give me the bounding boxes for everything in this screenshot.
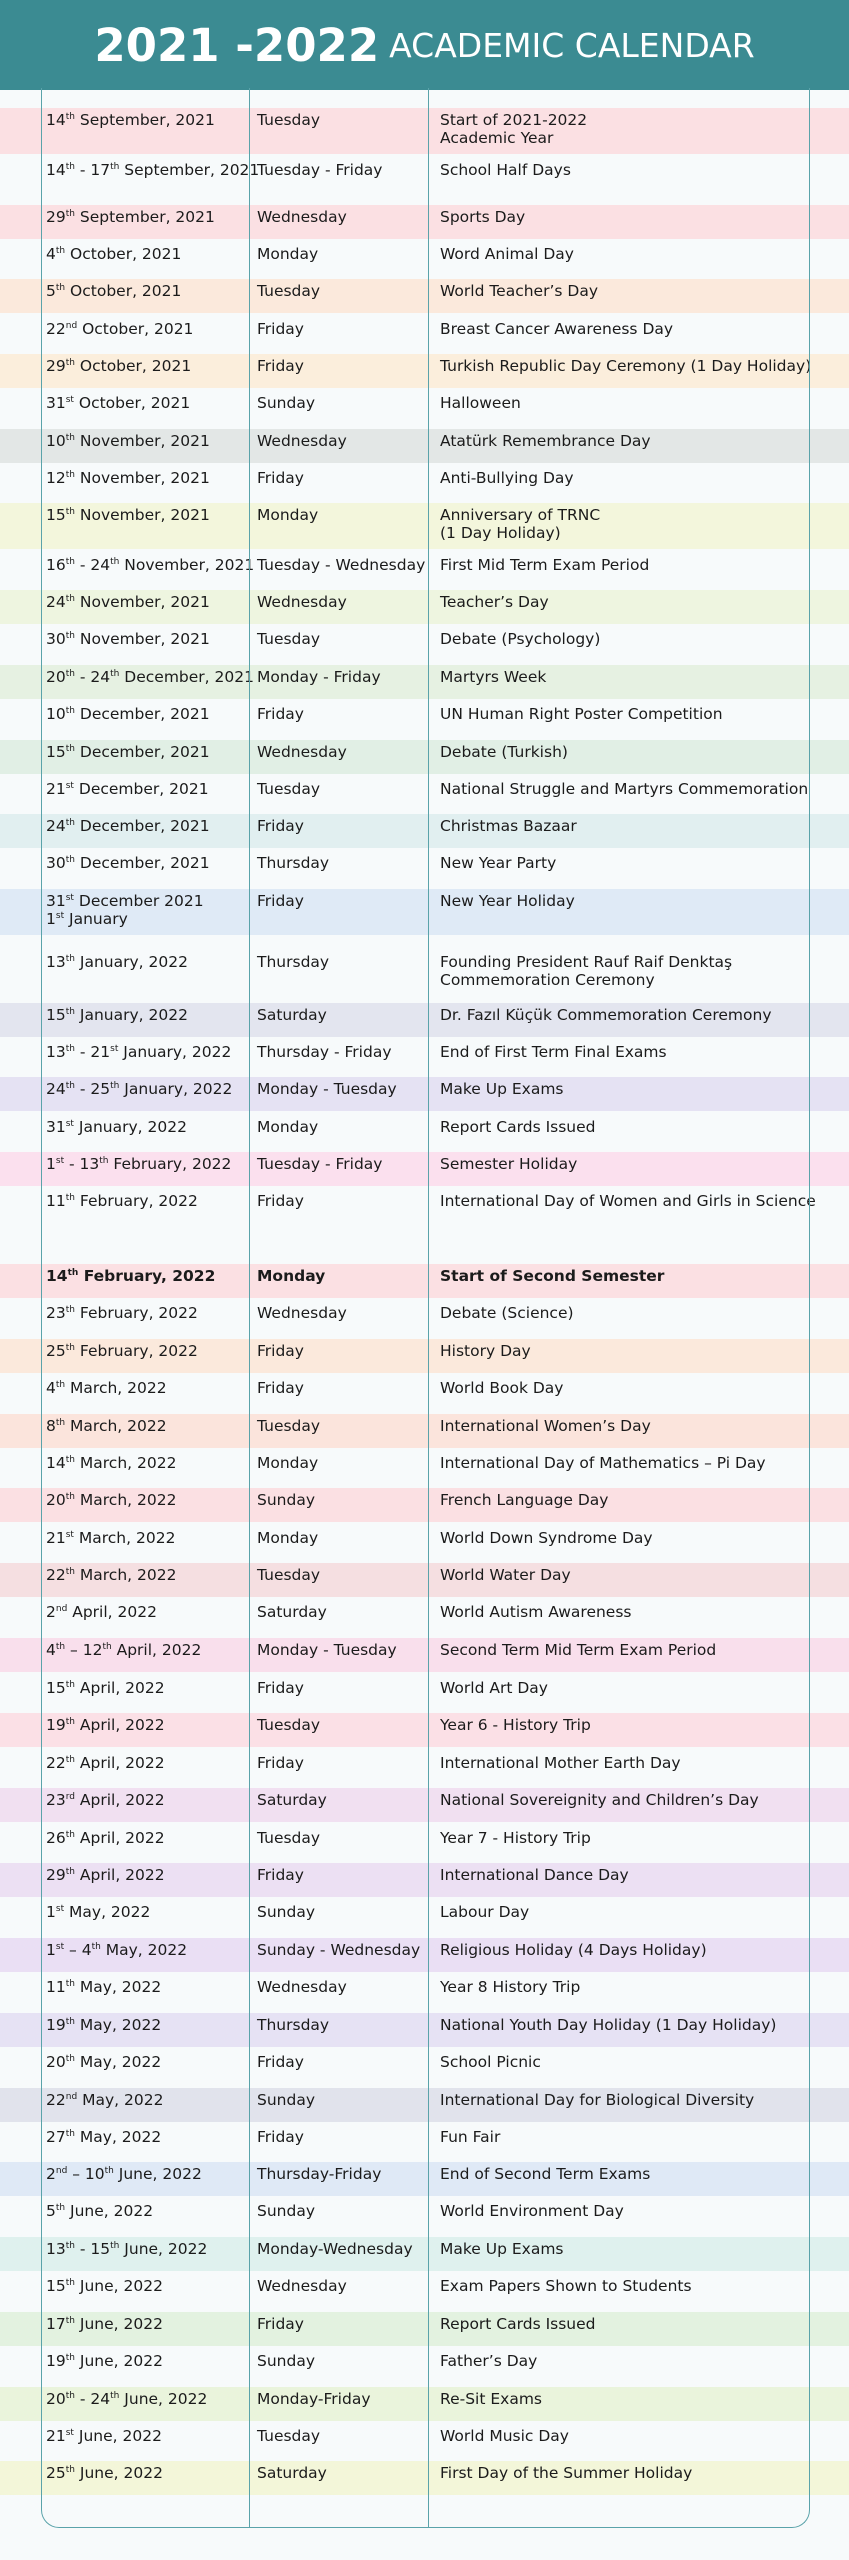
date-cell: 20th - 24th December, 2021 (46, 668, 254, 686)
day-cell: Friday (257, 1866, 304, 1884)
date-cell: 14th September, 2021 (46, 111, 215, 129)
table-row (0, 665, 849, 699)
event-cell: Debate (Science) (440, 1304, 574, 1322)
table-row (0, 2088, 849, 2122)
event-cell: Start of 2021-2022 Academic Year (440, 111, 588, 147)
date-cell: 13th January, 2022 (46, 953, 188, 971)
date-cell: 22th March, 2022 (46, 1566, 177, 1584)
date-cell: 10th November, 2021 (46, 432, 210, 450)
header-subtitle: ACADEMIC CALENDAR (389, 25, 755, 65)
event-cell: Father’s Day (440, 2352, 538, 2370)
event-cell: Word Animal Day (440, 245, 574, 263)
day-cell: Tuesday - Friday (257, 1155, 383, 1173)
day-cell: Friday (257, 2128, 304, 2146)
date-cell: 13th - 21st January, 2022 (46, 1043, 232, 1061)
event-cell: Year 6 - History Trip (440, 1716, 591, 1734)
table-row (0, 466, 849, 500)
event-cell: French Language Day (440, 1491, 609, 1509)
event-cell: Sports Day (440, 208, 526, 226)
date-cell: 4th March, 2022 (46, 1379, 167, 1397)
table-row (0, 1451, 849, 1485)
date-cell: 15th January, 2022 (46, 1006, 188, 1024)
event-cell: Christmas Bazaar (440, 817, 577, 835)
table-row (0, 553, 849, 587)
date-cell: 29th April, 2022 (46, 1866, 165, 1884)
table-row (0, 627, 849, 661)
event-cell: Atatürk Remembrance Day (440, 432, 651, 450)
table-row (0, 2199, 849, 2233)
date-cell: 27th May, 2022 (46, 2128, 162, 2146)
table-row (0, 2312, 849, 2346)
day-cell: Saturday (257, 2464, 327, 2482)
day-cell: Friday (257, 357, 304, 375)
day-cell: Thursday (257, 953, 330, 971)
event-cell: National Struggle and Martyrs Commemoration (440, 780, 809, 798)
date-cell: 22nd October, 2021 (46, 320, 194, 338)
event-cell: Year 8 History Trip (440, 1978, 581, 1996)
event-cell: Turkish Republic Day Ceremony (1 Day Holiday) (440, 357, 812, 375)
date-cell: 24th - 25th January, 2022 (46, 1080, 233, 1098)
day-cell: Tuesday - Wednesday (257, 556, 426, 574)
table-row (0, 1301, 849, 1335)
event-cell: New Year Party (440, 854, 557, 872)
date-cell: 15th June, 2022 (46, 2277, 163, 2295)
day-cell: Friday (257, 705, 304, 723)
date-cell: 15th November, 2021 (46, 506, 210, 524)
header-year: 2021 -2022 (94, 18, 380, 72)
date-cell: 22nd May, 2022 (46, 2091, 164, 2109)
event-cell: Teacher’s Day (440, 593, 549, 611)
event-cell: National Sovereignity and Children’s Day (440, 1791, 759, 1809)
date-cell: 25th June, 2022 (46, 2464, 163, 2482)
table-row (0, 429, 849, 463)
day-cell: Friday (257, 1754, 304, 1772)
column-divider-2 (428, 88, 429, 2528)
date-cell: 23th February, 2022 (46, 1304, 198, 1322)
event-cell: Dr. Fazıl Küçük Commemoration Ceremony (440, 1006, 772, 1024)
date-cell: 11th May, 2022 (46, 1978, 162, 1996)
event-cell: First Day of the Summer Holiday (440, 2464, 693, 2482)
date-cell: 14th - 17th September, 2021 (46, 161, 260, 179)
date-cell: 17th June, 2022 (46, 2315, 163, 2333)
date-cell: 21st December, 2021 (46, 780, 209, 798)
date-cell: 29th October, 2021 (46, 357, 192, 375)
day-cell: Saturday (257, 1006, 327, 1024)
event-cell: National Youth Day Holiday (1 Day Holiday) (440, 2016, 777, 2034)
day-cell: Friday (257, 817, 304, 835)
day-cell: Friday (257, 320, 304, 338)
date-cell: 20th March, 2022 (46, 1491, 177, 1509)
event-cell: Start of Second Semester (440, 1267, 665, 1285)
day-cell: Monday (257, 506, 319, 524)
event-cell: International Dance Day (440, 1866, 629, 1884)
day-cell: Saturday (257, 1791, 327, 1809)
date-cell: 29th September, 2021 (46, 208, 215, 226)
event-cell: School Half Days (440, 161, 571, 179)
table-row (0, 1975, 849, 2009)
table-row (0, 2125, 849, 2159)
event-cell: Exam Papers Shown to Students (440, 2277, 692, 2295)
day-cell: Sunday (257, 394, 315, 412)
event-cell: Founding President Rauf Raif Denktaş Commemoration Ceremony (440, 953, 733, 989)
date-cell: 15th April, 2022 (46, 1679, 165, 1697)
table-row (0, 1938, 849, 1972)
day-cell: Tuesday (257, 1417, 321, 1435)
day-cell: Wednesday (257, 593, 347, 611)
date-cell: 20th - 24th June, 2022 (46, 2390, 208, 2408)
event-cell: Semester Holiday (440, 1155, 578, 1173)
table-row (0, 1040, 849, 1074)
day-cell: Friday (257, 2053, 304, 2071)
day-cell: Sunday (257, 2091, 315, 2109)
event-cell: History Day (440, 1342, 531, 1360)
event-cell: World Music Day (440, 2427, 569, 2445)
date-cell: 1st May, 2022 (46, 1903, 151, 1921)
date-cell: 21st June, 2022 (46, 2427, 162, 2445)
event-cell: First Mid Term Exam Period (440, 556, 650, 574)
table-row (0, 503, 849, 549)
day-cell: Friday (257, 2315, 304, 2333)
day-cell: Friday (257, 1192, 304, 1210)
date-cell: 24th December, 2021 (46, 817, 210, 835)
date-cell: 19th June, 2022 (46, 2352, 163, 2370)
table-row (0, 1189, 849, 1223)
event-cell: World Down Syndrome Day (440, 1529, 653, 1547)
table-row (0, 1826, 849, 1860)
date-cell: 14th March, 2022 (46, 1454, 177, 1472)
day-cell: Monday (257, 1529, 319, 1547)
day-cell: Tuesday (257, 1829, 321, 1847)
date-cell: 19th May, 2022 (46, 2016, 162, 2034)
table-row (0, 1115, 849, 1149)
day-cell: Monday (257, 1118, 319, 1136)
date-cell: 10th December, 2021 (46, 705, 210, 723)
day-cell: Tuesday (257, 1566, 321, 1584)
day-cell: Friday (257, 1379, 304, 1397)
table-row (0, 1563, 849, 1597)
day-cell: Friday (257, 1342, 304, 1360)
date-cell: 11th February, 2022 (46, 1192, 198, 1210)
day-cell: Tuesday (257, 2427, 321, 2445)
table-row (0, 317, 849, 351)
table-row (0, 2013, 849, 2047)
table-row (0, 1526, 849, 1560)
event-cell: International Day of Mathematics – Pi Day (440, 1454, 766, 1472)
date-cell: 30th December, 2021 (46, 854, 210, 872)
date-cell: 5th October, 2021 (46, 282, 182, 300)
table-row (0, 1488, 849, 1522)
date-cell: 31st January, 2022 (46, 1118, 187, 1136)
event-cell: Make Up Exams (440, 1080, 564, 1098)
event-cell: Fun Fair (440, 2128, 501, 2146)
day-cell: Sunday (257, 1491, 315, 1509)
table-row (0, 1264, 849, 1298)
day-cell: Thursday-Friday (257, 2165, 382, 2183)
event-cell: Religious Holiday (4 Days Holiday) (440, 1941, 707, 1959)
day-cell: Saturday (257, 1603, 327, 1621)
day-cell: Sunday (257, 2202, 315, 2220)
event-cell: Make Up Exams (440, 2240, 564, 2258)
date-cell: 4th – 12th April, 2022 (46, 1641, 202, 1659)
day-cell: Thursday (257, 854, 330, 872)
table-row (0, 1376, 849, 1410)
day-cell: Sunday (257, 1903, 315, 1921)
table-row (0, 777, 849, 811)
table-row (0, 1638, 849, 1672)
day-cell: Monday-Wednesday (257, 2240, 413, 2258)
day-cell: Sunday (257, 2352, 315, 2370)
table-row (0, 1863, 849, 1897)
day-cell: Friday (257, 1679, 304, 1697)
event-cell: World Teacher’s Day (440, 282, 599, 300)
date-cell: 22th April, 2022 (46, 1754, 165, 1772)
column-divider-1 (249, 88, 250, 2528)
table-row (0, 851, 849, 885)
date-cell: 16th - 24th November, 2021 (46, 556, 255, 574)
date-cell: 2nd – 10th June, 2022 (46, 2165, 202, 2183)
table-row (0, 1077, 849, 1111)
event-cell: International Women’s Day (440, 1417, 651, 1435)
table-row (0, 1713, 849, 1747)
day-cell: Wednesday (257, 1978, 347, 1996)
table-row (0, 2274, 849, 2308)
table-row (0, 2461, 849, 2495)
event-cell: Re-Sit Exams (440, 2390, 542, 2408)
date-cell: 1st - 13th February, 2022 (46, 1155, 232, 1173)
table-row (0, 1152, 849, 1186)
event-cell: Report Cards Issued (440, 1118, 596, 1136)
table-row (0, 391, 849, 425)
table-row (0, 1339, 849, 1373)
event-cell: Second Term Mid Term Exam Period (440, 1641, 717, 1659)
date-cell: 31st October, 2021 (46, 394, 191, 412)
table-row (0, 1900, 849, 1934)
day-cell: Tuesday (257, 1716, 321, 1734)
day-cell: Friday (257, 469, 304, 487)
table-row (0, 702, 849, 736)
date-cell: 5th June, 2022 (46, 2202, 154, 2220)
day-cell: Monday - Friday (257, 668, 381, 686)
event-cell: Martyrs Week (440, 668, 547, 686)
table-row (0, 1414, 849, 1448)
table-row (0, 279, 849, 313)
event-cell: UN Human Right Poster Competition (440, 705, 723, 723)
table-row (0, 1676, 849, 1710)
date-cell: 21st March, 2022 (46, 1529, 176, 1547)
day-cell: Monday (257, 1267, 326, 1285)
event-cell: World Autism Awareness (440, 1603, 632, 1621)
table-row (0, 950, 849, 1000)
date-cell: 15th December, 2021 (46, 743, 210, 761)
event-cell: Report Cards Issued (440, 2315, 596, 2333)
calendar-header (0, 0, 849, 90)
date-cell: 2nd April, 2022 (46, 1603, 157, 1621)
table-row (0, 158, 849, 192)
event-cell: Anniversary of TRNC (1 Day Holiday) (440, 506, 601, 542)
day-cell: Monday (257, 1454, 319, 1472)
day-cell: Tuesday (257, 282, 321, 300)
event-cell: Halloween (440, 394, 521, 412)
day-cell: Wednesday (257, 743, 347, 761)
date-cell: 30th November, 2021 (46, 630, 210, 648)
date-cell: 23rd April, 2022 (46, 1791, 165, 1809)
table-row (0, 740, 849, 774)
table-row (0, 2162, 849, 2196)
date-cell: 14th February, 2022 (46, 1267, 216, 1285)
date-cell: 25th February, 2022 (46, 1342, 198, 1360)
date-cell: 19th April, 2022 (46, 1716, 165, 1734)
date-cell: 4th October, 2021 (46, 245, 182, 263)
day-cell: Tuesday (257, 111, 321, 129)
date-cell: 13th - 15th June, 2022 (46, 2240, 208, 2258)
table-row (0, 1600, 849, 1634)
event-cell: Anti-Bullying Day (440, 469, 574, 487)
table-row (0, 1751, 849, 1785)
event-cell: New Year Holiday (440, 892, 575, 910)
event-cell: Labour Day (440, 1903, 530, 1921)
date-cell: 31st December 2021 1st January (46, 892, 204, 928)
table-row (0, 2237, 849, 2271)
day-cell: Wednesday (257, 208, 347, 226)
day-cell: Tuesday (257, 780, 321, 798)
table-row (0, 2050, 849, 2084)
date-cell: 12th November, 2021 (46, 469, 210, 487)
day-cell: Sunday - Wednesday (257, 1941, 421, 1959)
table-row (0, 2387, 849, 2421)
event-cell: End of First Term Final Exams (440, 1043, 667, 1061)
event-cell: International Day of Women and Girls in Science (440, 1192, 816, 1210)
event-cell: End of Second Term Exams (440, 2165, 651, 2183)
event-cell: Year 7 - History Trip (440, 1829, 591, 1847)
table-row (0, 590, 849, 624)
table-row (0, 354, 849, 388)
table-row (0, 2349, 849, 2383)
table-row (0, 2424, 849, 2458)
event-cell: Debate (Turkish) (440, 743, 568, 761)
event-cell: World Book Day (440, 1379, 564, 1397)
table-row (0, 814, 849, 848)
table-row (0, 108, 849, 154)
event-cell: World Water Day (440, 1566, 571, 1584)
event-cell: School Picnic (440, 2053, 541, 2071)
day-cell: Monday - Tuesday (257, 1641, 397, 1659)
table-row (0, 242, 849, 276)
day-cell: Monday - Tuesday (257, 1080, 397, 1098)
day-cell: Thursday (257, 2016, 330, 2034)
event-cell: World Environment Day (440, 2202, 624, 2220)
day-cell: Monday (257, 245, 319, 263)
event-cell: World Art Day (440, 1679, 548, 1697)
date-cell: 26th April, 2022 (46, 1829, 165, 1847)
day-cell: Monday-Friday (257, 2390, 371, 2408)
table-row (0, 1788, 849, 1822)
day-cell: Wednesday (257, 432, 347, 450)
day-cell: Tuesday - Friday (257, 161, 383, 179)
date-cell: 24th November, 2021 (46, 593, 210, 611)
day-cell: Thursday - Friday (257, 1043, 392, 1061)
day-cell: Wednesday (257, 1304, 347, 1322)
table-row (0, 1003, 849, 1037)
day-cell: Friday (257, 892, 304, 910)
event-cell: Breast Cancer Awareness Day (440, 320, 674, 338)
day-cell: Tuesday (257, 630, 321, 648)
date-cell: 1st – 4th May, 2022 (46, 1941, 188, 1959)
table-row (0, 889, 849, 935)
day-cell: Wednesday (257, 2277, 347, 2295)
event-cell: Debate (Psychology) (440, 630, 601, 648)
event-cell: International Day for Biological Diversity (440, 2091, 755, 2109)
date-cell: 8th March, 2022 (46, 1417, 167, 1435)
date-cell: 20th May, 2022 (46, 2053, 162, 2071)
event-cell: International Mother Earth Day (440, 1754, 681, 1772)
table-row (0, 205, 849, 239)
